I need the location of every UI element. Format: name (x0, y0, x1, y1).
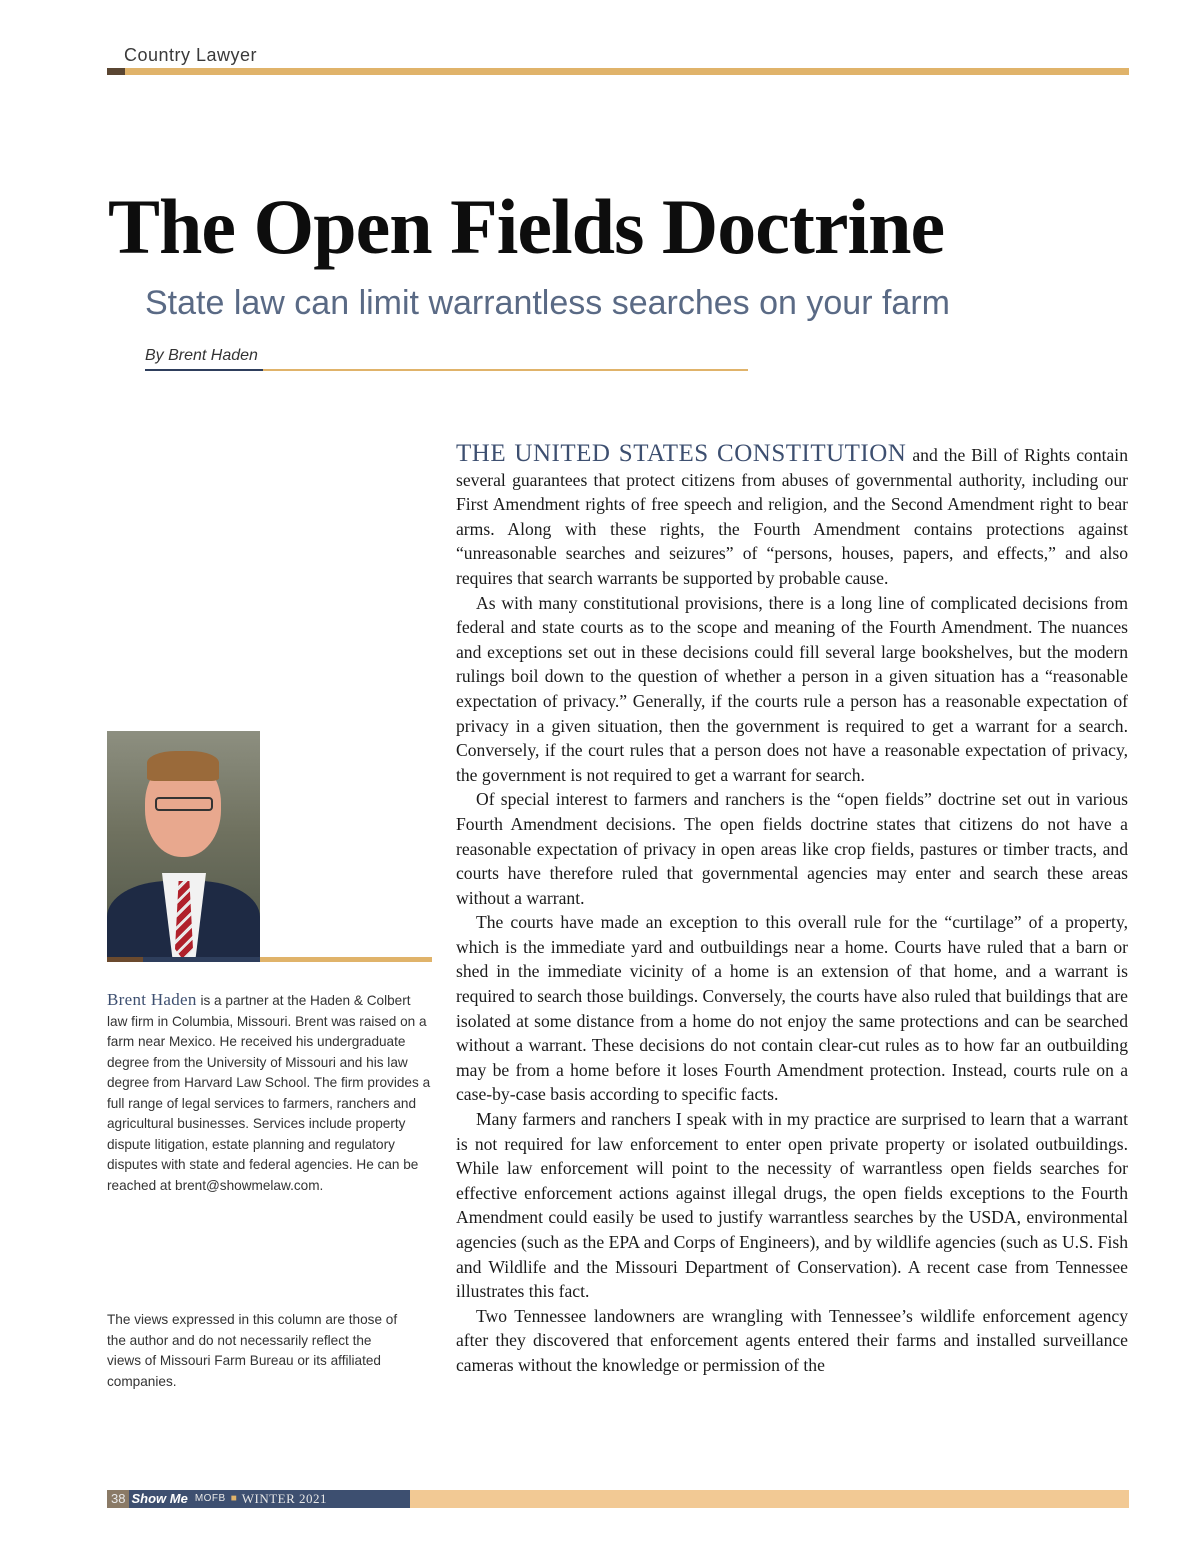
disclaimer: The views expressed in this column are those of the author and do not necessarily reflect the views of Missouri Farm Bureau or its affiliated companies. (107, 1312, 398, 1389)
photo-rule-accent-1 (107, 957, 143, 962)
byline-rule-accent (145, 369, 263, 371)
body-paragraph: Many farmers and ranchers I speak with in my practice are surprised to learn that a warrant is not required for law enforcement to enter open private property or isolated outbuildings. While law enforcement will point to the necessity of warrantless open fields searches for effective enforcement actions against illegal drugs, the open fields exceptions to the Fourth Amendment could easily be used to justify warrantless searches by the USDA, environmental agencies (such as the EPA and Corps of Engineers), and by wildlife agencies (such as U.S. Fish and Wildlife and the Missouri Department of Conservation). A recent case from Tennessee illustrates this fact. (456, 1109, 1128, 1302)
byline: By Brent Haden (145, 347, 258, 364)
page-number: 38 (107, 1490, 129, 1508)
org-name: MOFB (194, 1493, 226, 1504)
top-rule-accent (107, 68, 125, 75)
byline-rule (263, 369, 748, 371)
body-paragraph: Two Tennessee landowners are wrangling with Tennessee’s wildlife enforcement agency after they discovered that enforcement agents entered their farms and installed surveillance cameras without the knowledge or permission of the (456, 1305, 1128, 1375)
photo-rule-accent-2 (143, 957, 260, 962)
magazine-brand: Show Me (131, 1491, 188, 1506)
lead-in-caps: THE UNITED STATES CONSTITUTION (456, 440, 907, 467)
article-title: The Open Fields Doctrine (108, 183, 945, 270)
author-name: Brent Haden (107, 990, 197, 1009)
author-bio (107, 990, 433, 1196)
body-paragraph: Of special interest to farmers and ranchers is the “open fields” doctrine set out in various Fourth Amendment decisions. The open fields doctrine states that citizens do not have a reasonable expectation of privacy in open areas like crop fields, pastures or timber tracts, and courts have therefore ruled that governmental agencies may enter and search these areas without a warrant. (456, 789, 1128, 908)
author-photo (107, 731, 260, 957)
photo-rule (260, 957, 432, 962)
body-paragraph: As with many constitutional provisions, there is a long line of complicated decisions from federal and state courts as to the scope and meaning of the Fourth Amendment. The nuances and exceptions set out in these decisions could fill several large bookshelves, but the modern rulings boil down to the question of whether a person in a given situation has a “reasonable expectation of privacy.” Generally, if the courts rule a person has a reasonable expectation of privacy in a given situation, then the government is required to get a warrant for a search. Conversely, if the court rules that a person does not have a reasonable expectation of privacy, the government is not required to get a warrant for search. (456, 592, 1128, 785)
lead-paragraph (456, 442, 1128, 591)
separator-icon: ■ (230, 1493, 237, 1504)
footer-bar (410, 1490, 1129, 1508)
top-rule (125, 68, 1129, 75)
author-bio-text: is a partner at the Haden & Colbert law firm in Columbia, Missouri. Brent was raised on a farm near Mexico. He received his undergraduate degree from the University of Missouri and his law degree from Harvard Law School. The firm provides a full range of legal services to farmers, ranchers and agricultural businesses. Services include property dispute litigation, estate planning and regulatory disputes with state and federal agencies. He can be reached at brent@showmelaw.com. (107, 993, 431, 1193)
footer-folio (107, 1490, 410, 1508)
photo-glasses (155, 797, 213, 811)
lead-paragraph-text: and the Bill of Rights contain several guarantees that protect citizens from abuses of governmental authority, including our First Amendment rights of free speech and religion, and the Second Amendment right to bear arms. Along with these rights, the Fourth Amendment contains protections against “unreasonable searches and seizures” of “persons, houses, papers, and effects,” and also requires that search warrants be supported by probable cause. (456, 445, 1128, 588)
photo-hair (147, 751, 219, 781)
article-subtitle: State law can limit warrantless searches on your farm (145, 284, 950, 322)
article-body (456, 442, 1128, 1378)
issue-label: WINTER 2021 (241, 1491, 328, 1506)
body-paragraph: The courts have made an exception to this overall rule for the “curtilage” of a property, which is the immediate yard and outbuildings near a home. Courts have ruled that a barn or shed in the immediate vicinity of a home is an extension of that home, and a warrant is required to search those buildings. Conversely, the courts have also ruled that buildings that are isolated at some distance from a home do not enjoy the same protections and can be searched without a warrant. These decisions do not contain clear-cut rules as to how far an outbuilding may be from a home before it loses Fourth Amendment protection. Instead, courts rule on a case-by-case basis according to specific facts. (456, 912, 1128, 1105)
section-label: Country Lawyer (124, 45, 258, 65)
